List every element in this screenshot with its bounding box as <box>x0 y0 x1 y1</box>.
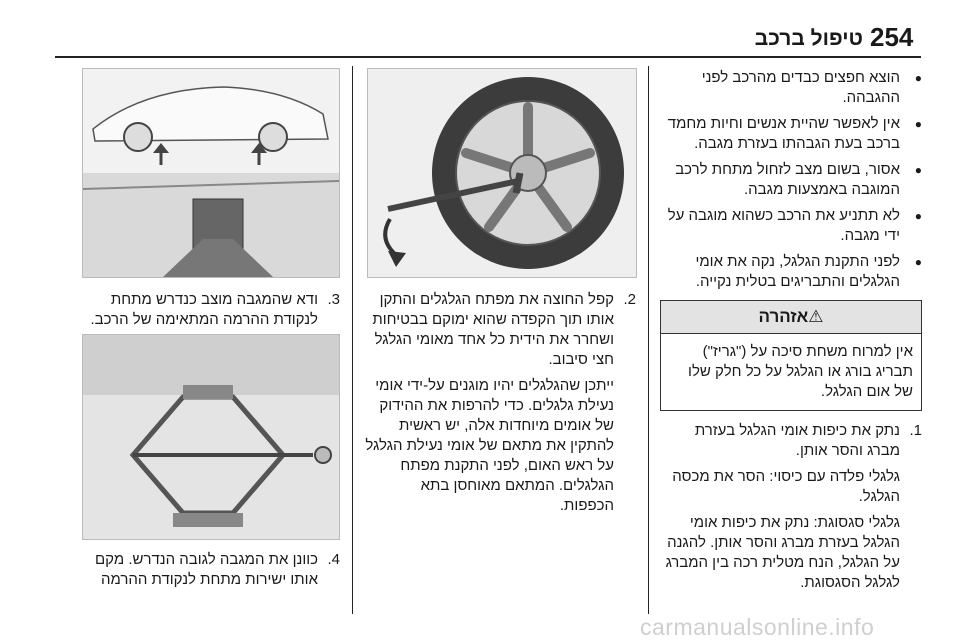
left-column-step3 <box>72 290 340 336</box>
site-watermark: carmanualsonline.info <box>640 614 875 640</box>
warning-box <box>660 300 922 411</box>
bullet-item: ● הוצא חפצים כבדים מהרכב לפני ההגבהה. <box>660 68 922 108</box>
car-lift-points-figure <box>82 68 340 278</box>
step-text: כוונן את המגבה לגובה הנדרש. מקם אותו ישירות מתחת לנקודת ההרמה <box>95 551 318 588</box>
chapter-title: טיפול ברכב <box>754 27 863 50</box>
step-3 <box>72 290 340 330</box>
step-1 <box>660 421 922 461</box>
bullet-item: ● לא תתניע את הרכב כשהוא מוגבה על ידי מגבה. <box>660 206 922 246</box>
step-number: 2. <box>623 291 636 308</box>
page-header <box>0 0 960 58</box>
warning-triangle-icon: ⚠ <box>808 307 824 326</box>
bullet-item: ● לפני התקנת הגלגל, נקה את אומי הגלגלים והתבריגים בטלית נקייה. <box>660 252 922 292</box>
bullet-item: ● אין לאפשר שהיית אנשים וחיות מחמד ברכב בעת הגבהתו בעזרת מגבה. <box>660 114 922 154</box>
step-4 <box>72 550 340 590</box>
safety-bullet-list <box>660 68 922 292</box>
step-note: גלגלי סגסוגת: נתק את כיפות אומי הגלגל בעזרת מברג והסר אותן. להגנה על הגלגל, הנח מטלית רכה בין המברג לגלגל הסגסוגת. <box>665 514 900 591</box>
scissor-jack-figure <box>82 334 340 540</box>
step-2 <box>364 290 636 370</box>
step-text: נתק את כיפות אומי הגלגל בעזרת מברג והסר אותן. <box>694 422 900 459</box>
bullet-item: ● אסור, בשום מצב לזחול מתחת לרכב המוגבה באמצעות מגבה. <box>660 160 922 200</box>
middle-column <box>364 290 636 522</box>
step-number: 1. <box>909 422 922 439</box>
column-divider-right <box>648 66 649 614</box>
warning-header <box>661 301 921 334</box>
step-note: גלגלי פלדה עם כיסוי: הסר את מכסה הגלגל. <box>672 468 900 505</box>
column-divider-left <box>352 66 353 614</box>
warning-title: אזהרה <box>758 307 809 326</box>
wheel-wrench-illustration <box>368 69 636 277</box>
step-number: 3. <box>327 291 340 308</box>
step-text: קפל החוצה את מפתח הגלגלים והתקן אותו תוך הקפדה שהוא ימוקם בבטיחות ושחרר את הידית כל אחד מאומי הגלגל חצי סיבוב. <box>372 291 614 368</box>
header-rule <box>55 56 921 58</box>
scissor-jack-illustration <box>83 335 339 539</box>
step-number: 4. <box>327 551 340 568</box>
left-column-step4 <box>72 550 340 596</box>
wheel-wrench-figure <box>367 68 637 278</box>
warning-text: אין למרוח משחת סיכה על ("גריז") תבריג בורג או הגלגל על כל חלק שלו של אום הגלגל. <box>688 343 913 400</box>
right-column <box>660 68 922 599</box>
car-jack-point-illustration <box>83 69 339 277</box>
step-note: ייתכן שהגלגלים יהיו מוגנים על-ידי אומי נעילת גלגלים. כדי להרפות את ההידוק של אומים מיוחדות אלה, יש ראשית להתקין את מתאם של אומי נעילת הגלגל על ראש האום, לפני התקנת מפתח הגלגלים. המתאם מאוחסן בתא הכפפות. <box>365 377 614 514</box>
step-text: ודא שהמגבה מוצב כנדרש מתחת לנקודת ההרמה המתאימה של הרכב. <box>90 291 318 328</box>
page-number: 254 <box>870 22 914 52</box>
